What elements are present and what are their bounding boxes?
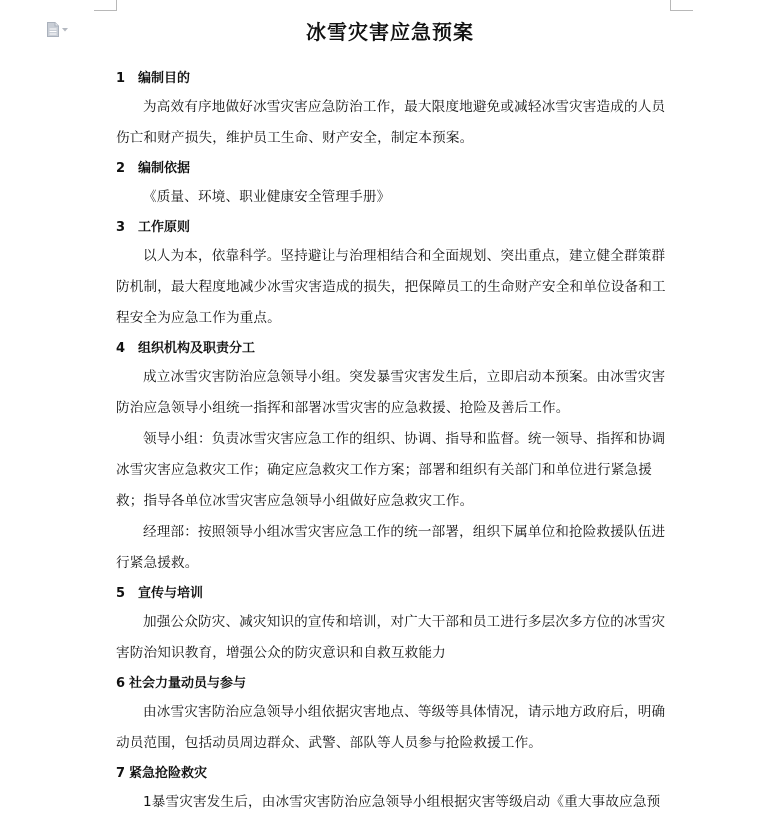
section-heading (116, 215, 672, 241)
paragraph: 经理部：按照领导小组冰雪灾害应急工作的统一部署，组织下属单位和抢险救援队伍进行紧急援救。 (116, 524, 666, 571)
section-number: 6 (116, 676, 126, 691)
section-number: 7 (116, 766, 126, 781)
crop-mark-right (670, 0, 693, 11)
paragraph: 《质量、环境、职业健康安全管理手册》 (143, 189, 391, 205)
section-title: 编制依据 (138, 161, 191, 176)
document-title: 冰雪灾害应急预案 (306, 20, 474, 44)
section-number: 2 (116, 161, 126, 176)
section-number: 4 (116, 341, 126, 356)
section-number: 5 (116, 586, 126, 601)
paragraph: 加强公众防灾、减灾知识的宣传和培训，对广大干部和员工进行多层次多方位的冰雪灾害防治知识教育，增强公众的防灾意识和自救互救能力 (116, 614, 666, 661)
section-heading (116, 761, 672, 787)
section-title: 编制目的 (138, 71, 191, 86)
paragraph: 1暴雪灾害发生后，由冰雪灾害防治应急领导小组根据灾害等级启动《重大事故应急预 (143, 794, 661, 810)
section-heading (116, 581, 672, 607)
paragraph: 由冰雪灾害防治应急领导小组依据灾害地点、等级等具体情况，请示地方政府后，明确动员范围，包括动员周边群众、武警、部队等人员参与抢险救援工作。 (116, 704, 666, 751)
section-heading (116, 336, 672, 362)
paragraph: 成立冰雪灾害防治应急领导小组。突发暴雪灾害发生后，立即启动本预案。由冰雪灾害防治应急领导小组统一指挥和部署冰雪灾害的应急救援、抢险及善后工作。 (116, 369, 666, 416)
section-heading (116, 671, 672, 697)
section-heading (116, 156, 672, 182)
section-title: 宣传与培训 (138, 586, 204, 601)
section-heading (116, 66, 672, 92)
paragraph: 领导小组：负责冰雪灾害应急工作的组织、协调、指导和监督。统一领导、指挥和协调冰雪灾害应急救灾工作；确定应急救灾工作方案；部署和组织有关部门和单位进行紧急援救；指导各单位冰雪灾害应急领导小组做好应急救灾工作。 (116, 431, 666, 509)
crop-mark-left (94, 0, 117, 11)
section-title: 紧急抢险救灾 (129, 766, 208, 781)
section-number: 1 (116, 71, 126, 86)
section-title: 工作原则 (138, 220, 191, 235)
section-title: 社会力量动员与参与 (129, 676, 247, 691)
paragraph: 以人为本，依靠科学。坚持避让与治理相结合和全面规划、突出重点，建立健全群策群防机制，最大程度地减少冰雪灾害造成的损失，把保障员工的生命财产安全和单位设备和工程安全为应急工作为重点。 (116, 248, 666, 326)
section-title: 组织机构及职责分工 (138, 341, 256, 356)
section-number: 3 (116, 220, 126, 235)
document-body (116, 66, 672, 818)
paragraph: 为高效有序地做好冰雪灾害应急防治工作，最大限度地避免或减轻冰雪灾害造成的人员伤亡和财产损失，维护员工生命、财产安全，制定本预案。 (116, 99, 666, 146)
